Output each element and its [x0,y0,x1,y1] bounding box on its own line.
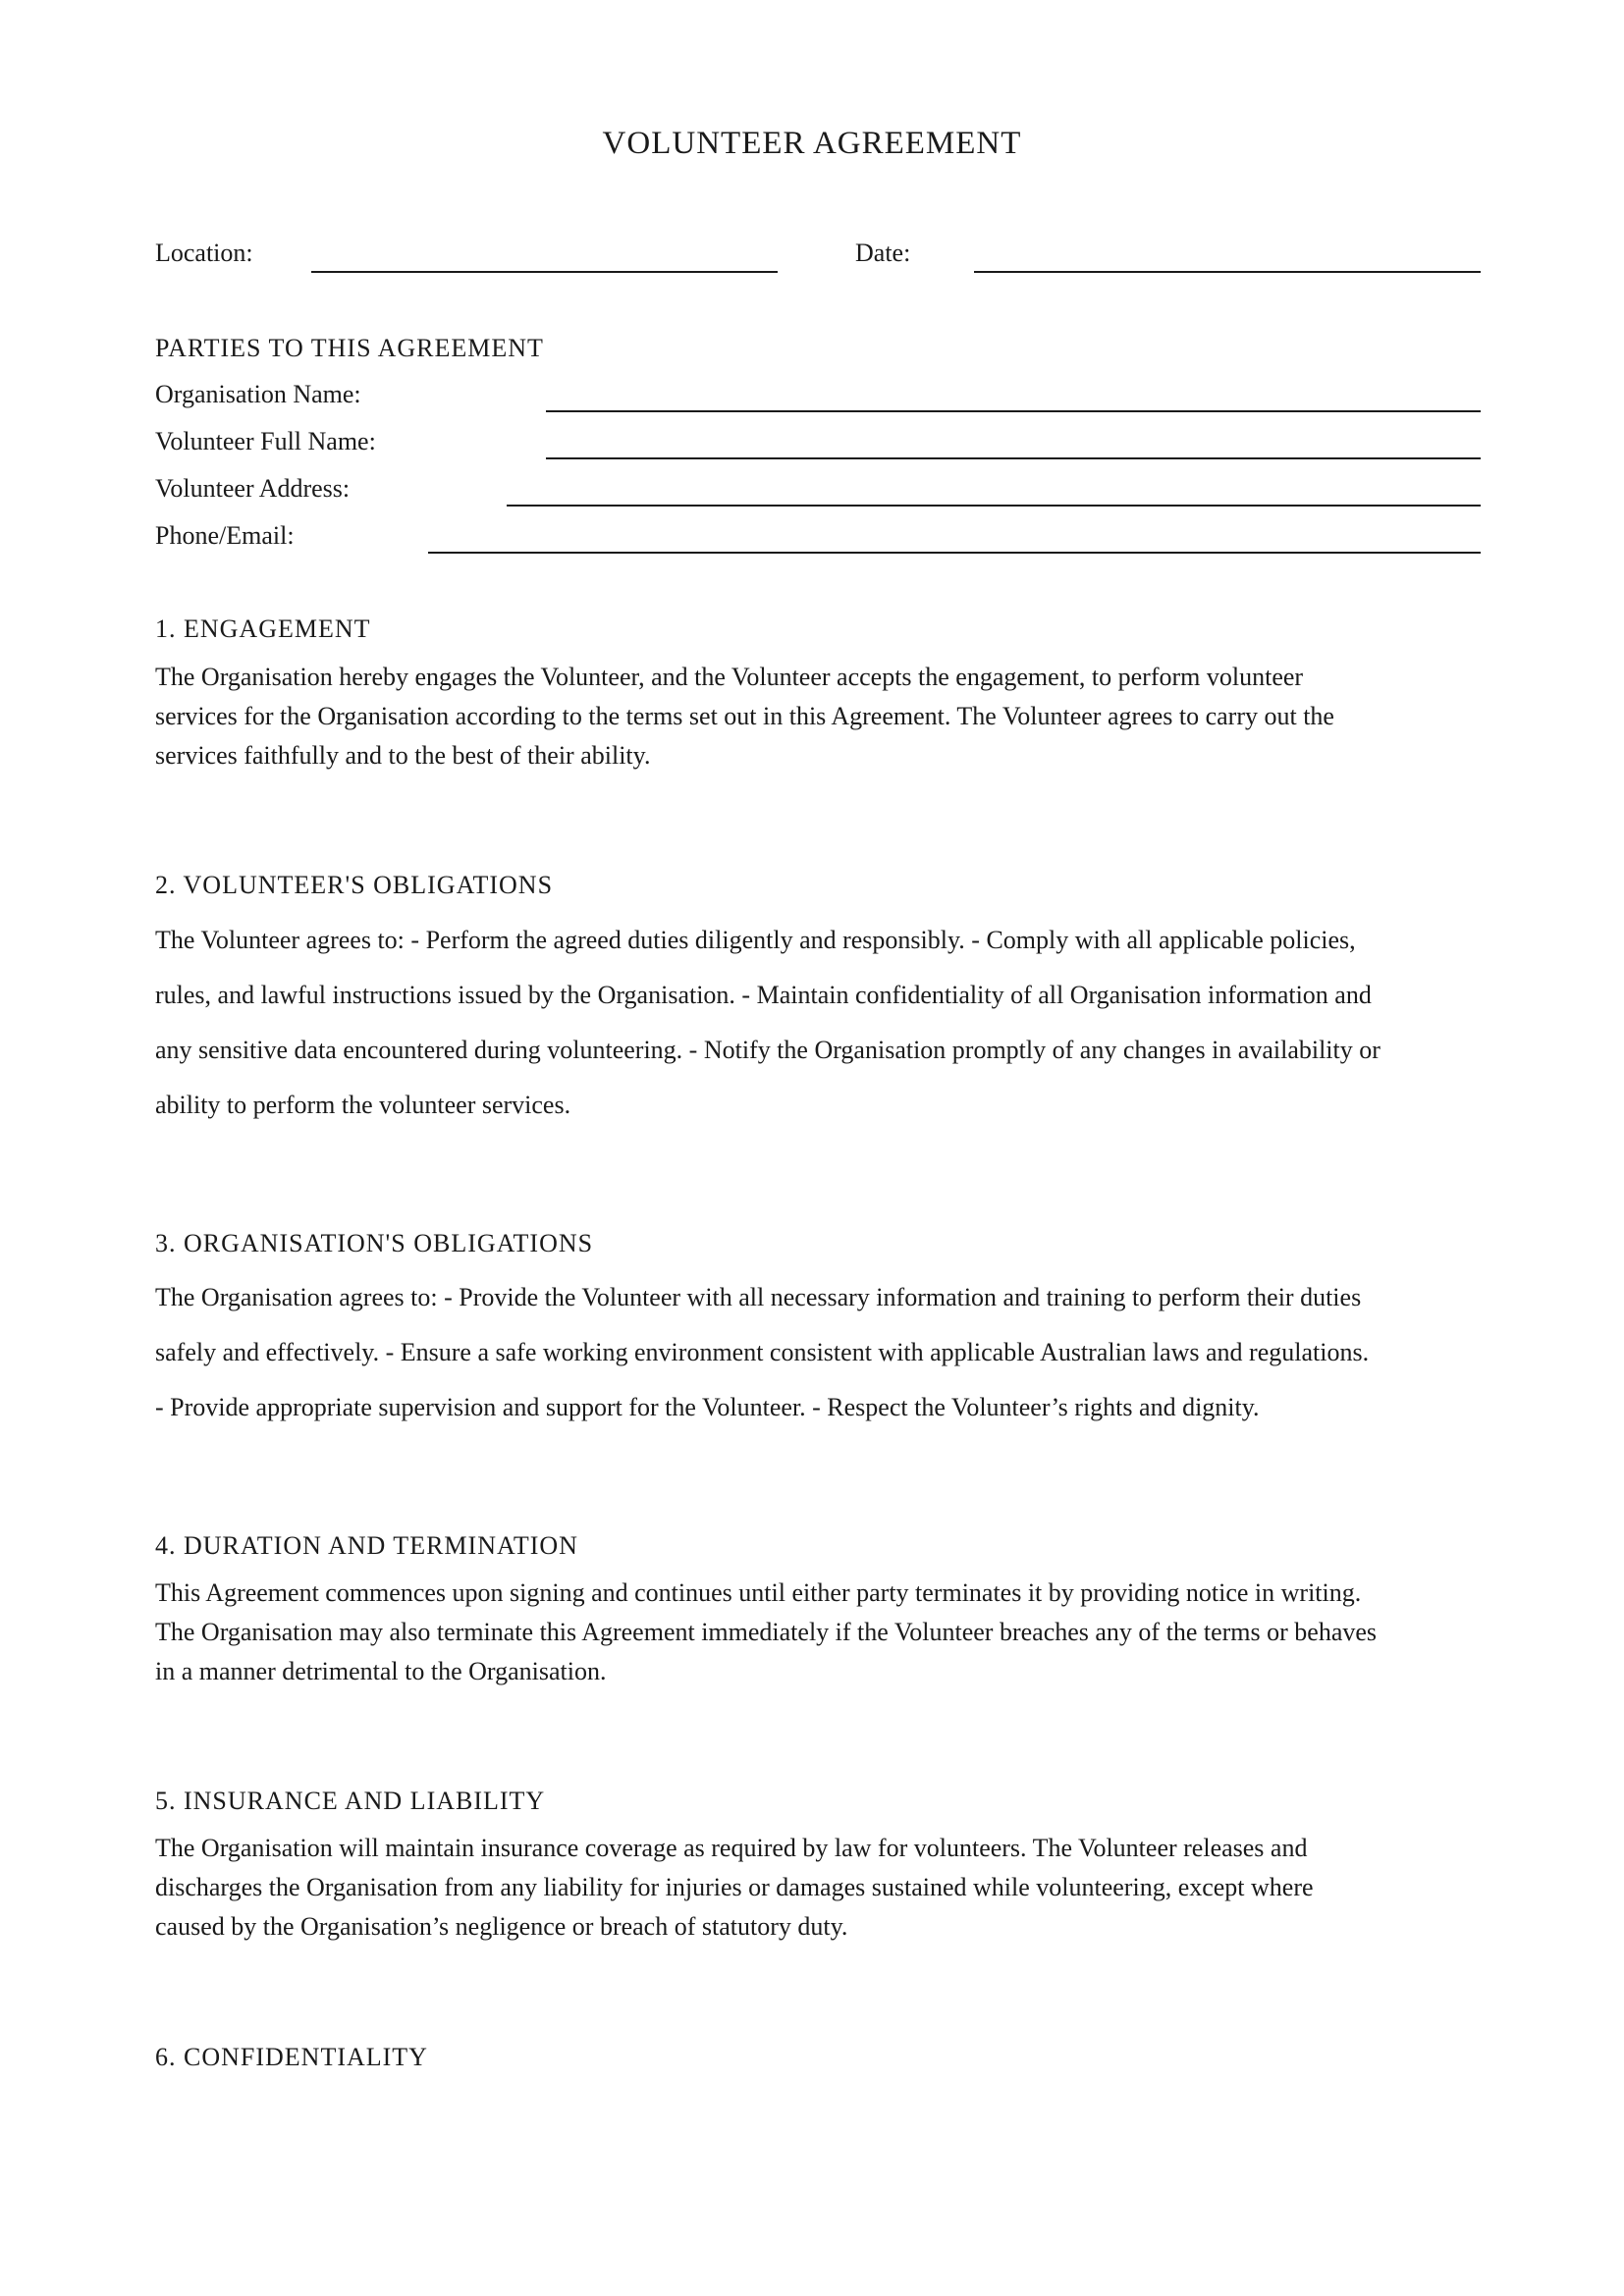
paragraph-line: services for the Organisation according to the terms set out in this Agreement. The Volunteer agrees to carry out the [155,702,1334,730]
document-title: VOLUNTEER AGREEMENT [602,126,1022,161]
paragraph-line: in a manner detrimental to the Organisation. [155,1657,607,1685]
section-heading-engagement: 1. ENGAGEMENT [155,614,371,643]
section-body-engagement [155,658,1481,775]
section-heading-duration-termination: 4. DURATION AND TERMINATION [155,1531,578,1560]
phone-email-label: Phone/Email: [155,521,295,550]
section-body-duration-termination [155,1574,1481,1691]
section-heading-volunteer-obligations: 2. VOLUNTEER'S OBLIGATIONS [155,871,554,899]
section-heading-organisation-obligations: 3. ORGANISATION'S OBLIGATIONS [155,1229,594,1257]
paragraph-line: - Provide appropriate supervision and support for the Volunteer. - Respect the Volunteer’s rights and dignity. [155,1393,1260,1421]
volunteer-address-label: Volunteer Address: [155,474,351,503]
location-label: Location: [155,239,253,267]
paragraph-line: The Organisation hereby engages the Volunteer, and the Volunteer accepts the engagement, to perform volunteer [155,663,1304,691]
section-heading-confidentiality: 6. CONFIDENTIALITY [155,2043,428,2071]
location-field-line[interactable] [311,271,778,273]
volunteer-full-name-label: Volunteer Full Name: [155,427,376,455]
paragraph-line: This Agreement commences upon signing and continues until either party terminates it by providing notice in writing. [155,1578,1362,1607]
volunteer-full-name-field-line[interactable] [546,457,1481,459]
paragraph-line: The Organisation may also terminate this Agreement immediately if the Volunteer breaches any of the terms or behaves [155,1618,1378,1646]
paragraph-line: rules, and lawful instructions issued by the Organisation. - Maintain confidentiality of all Organisation information and [155,981,1372,1009]
date-label: Date: [855,239,911,267]
paragraph-line: services faithfully and to the best of their ability. [155,741,651,770]
section-body-organisation-obligations [155,1270,1481,1435]
organisation-name-label: Organisation Name: [155,380,361,408]
phone-email-field-line[interactable] [428,552,1481,554]
paragraph-line: safely and effectively. - Ensure a safe working environment consistent with applicable Australian laws and regulations. [155,1338,1370,1366]
paragraph-line: The Volunteer agrees to: - Perform the agreed duties diligently and responsibly. - Comply with all applicable policies, [155,926,1356,954]
paragraph-line: The Organisation will maintain insurance coverage as required by law for volunteers. The Volunteer releases and [155,1834,1308,1862]
paragraph-line: The Organisation agrees to: - Provide the Volunteer with all necessary information and training to perform their duties [155,1283,1362,1311]
volunteer-address-field-line[interactable] [507,505,1481,507]
organisation-name-field-line[interactable] [546,410,1481,412]
paragraph-line: any sensitive data encountered during volunteering. - Notify the Organisation promptly of any changes in availability or [155,1036,1380,1064]
date-field-line[interactable] [974,271,1481,273]
section-body-insurance-liability [155,1829,1481,1947]
paragraph-line: discharges the Organisation from any liability for injuries or damages sustained while volunteering, except where [155,1873,1314,1901]
paragraph-line: ability to perform the volunteer services. [155,1091,571,1119]
section-heading-insurance-liability: 5. INSURANCE AND LIABILITY [155,1787,546,1815]
section-body-volunteer-obligations [155,913,1481,1133]
paragraph-line: caused by the Organisation’s negligence or breach of statutory duty. [155,1912,848,1941]
parties-heading: PARTIES TO THIS AGREEMENT [155,334,544,362]
